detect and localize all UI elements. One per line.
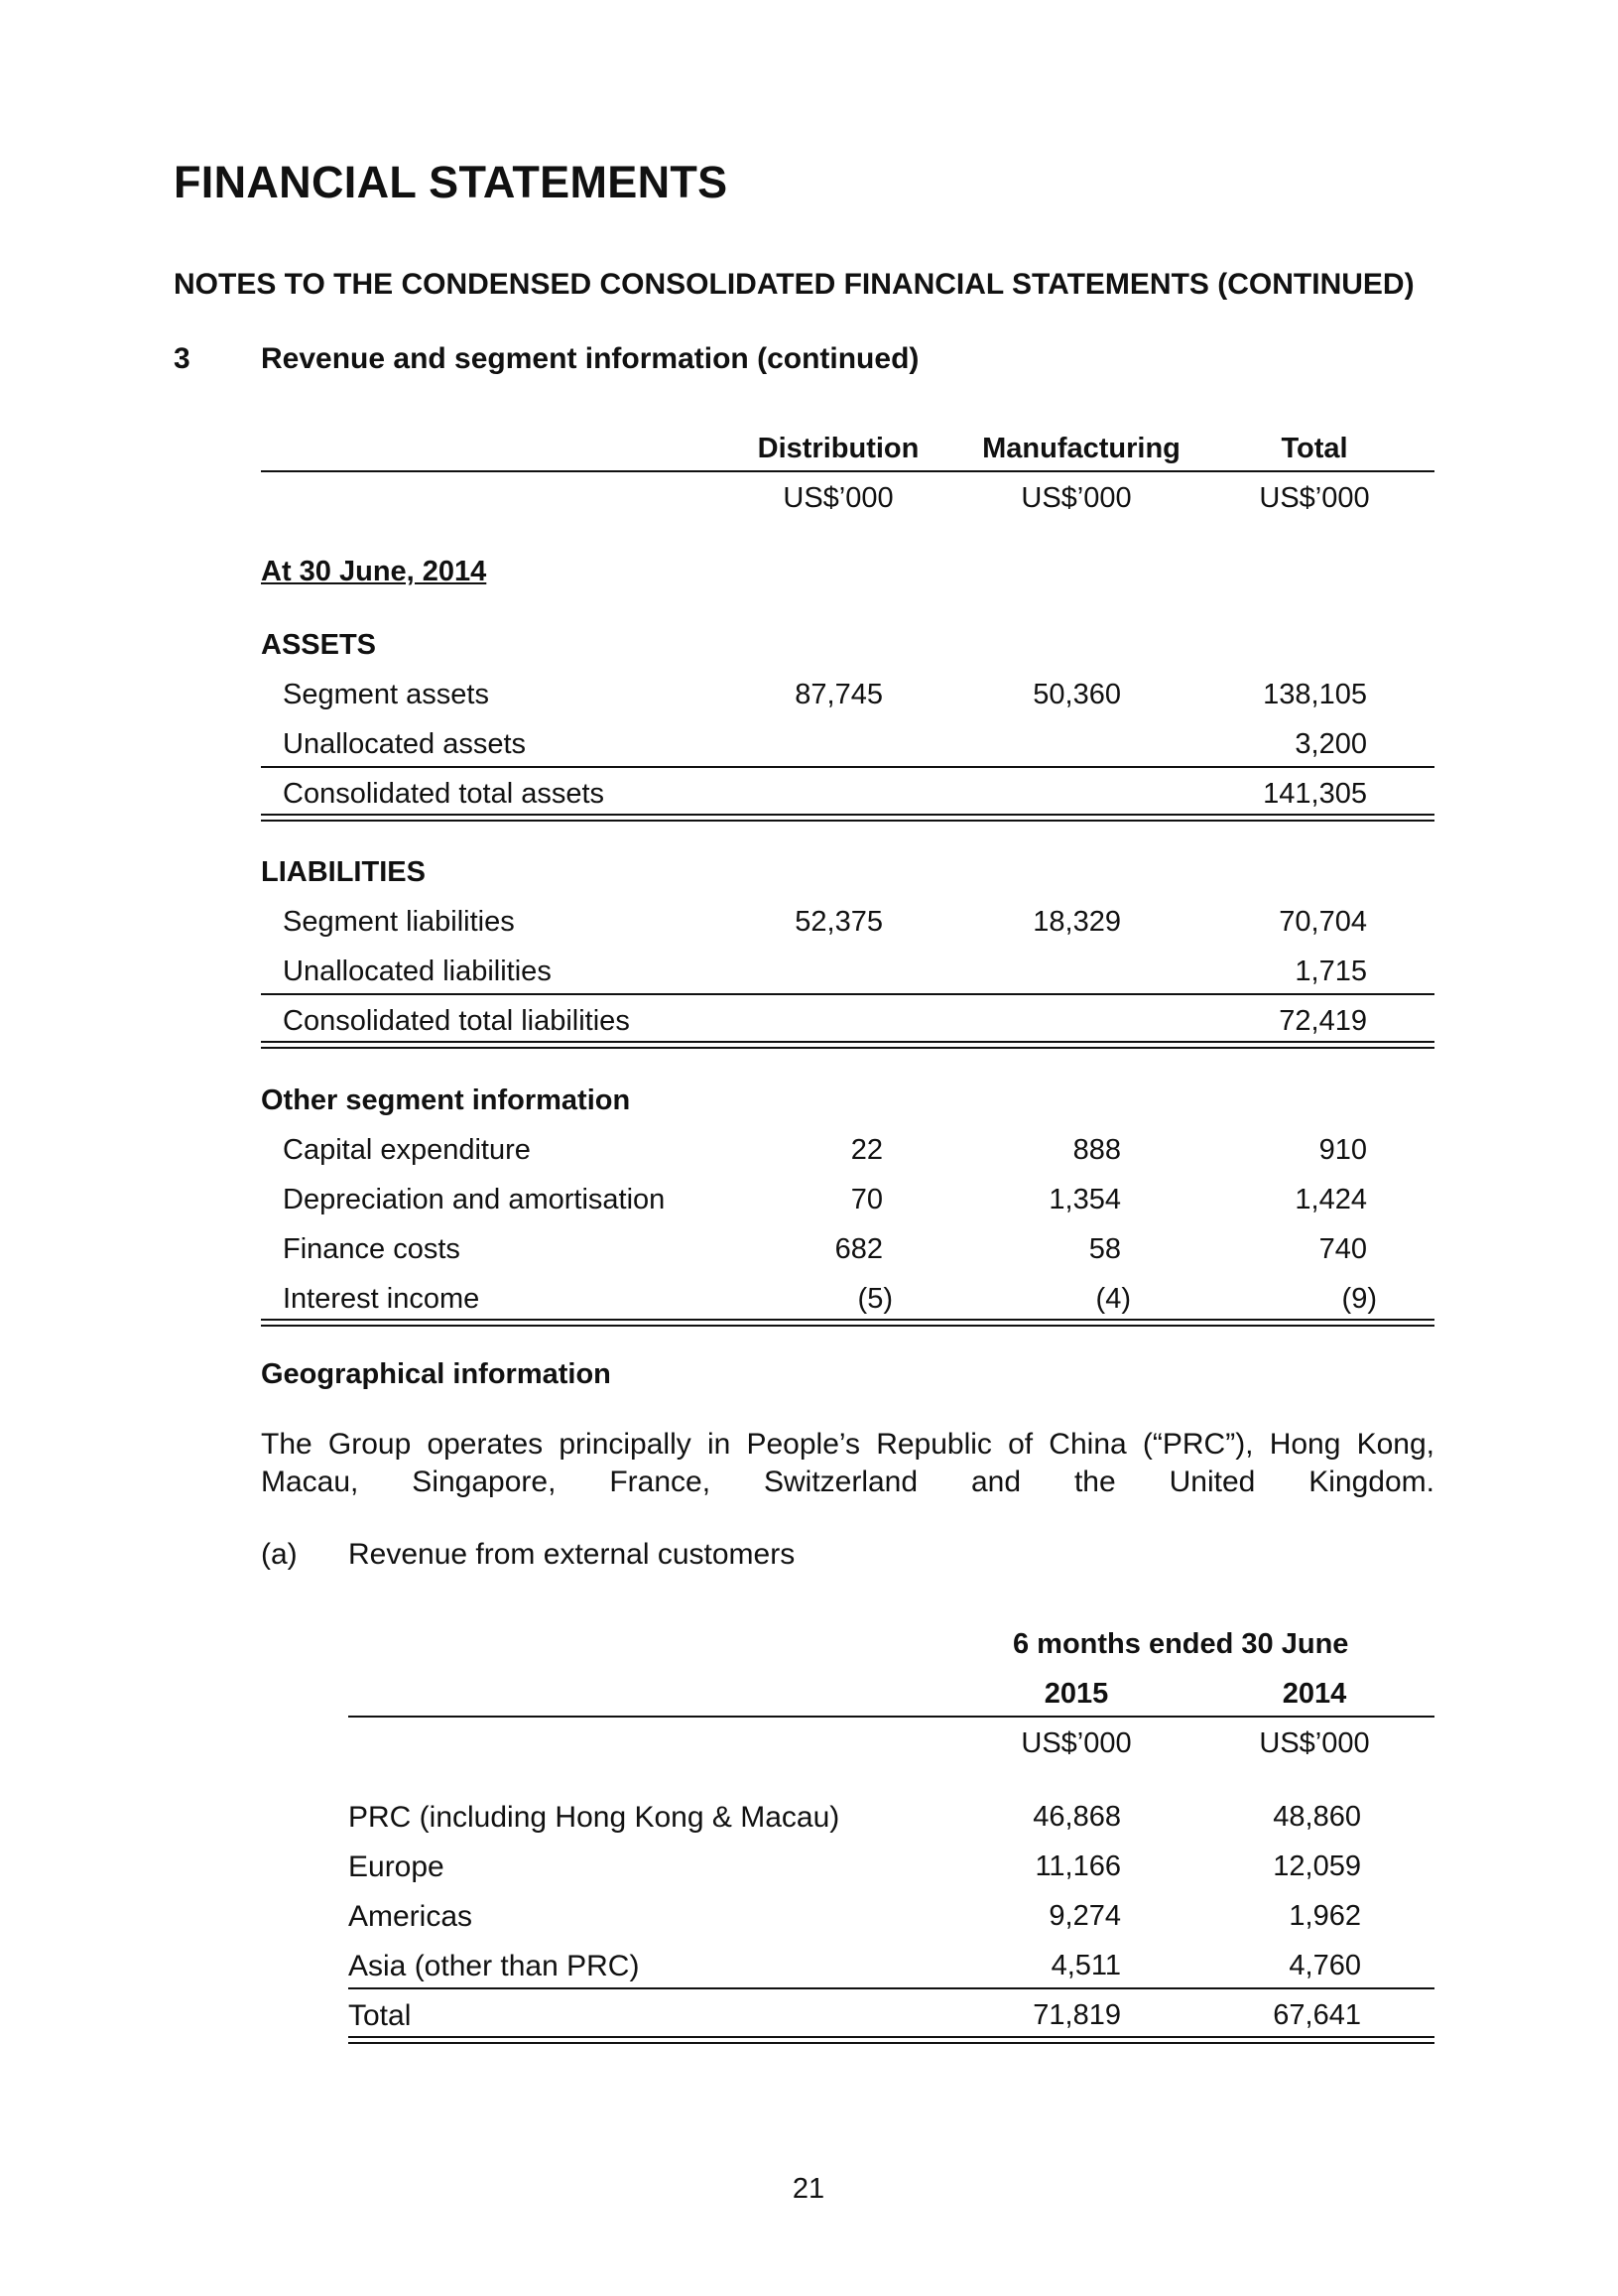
cell-distribution: 87,745 (795, 679, 883, 710)
row-label: Unallocated assets (283, 728, 527, 760)
col-unit-distribution: US$’000 (783, 482, 894, 514)
cell-2014: 48,860 (1273, 1801, 1361, 1833)
section-number: 3 (174, 342, 190, 375)
cell-distribution: 70 (850, 1184, 883, 1215)
row-label: Europe (348, 1850, 444, 1883)
row-label: PRC (including Hong Kong & Macau) (348, 1801, 840, 1834)
cell-distribution: 22 (850, 1134, 883, 1166)
cell-distribution: (5) (857, 1283, 893, 1315)
col-unit-2014: US$’000 (1259, 1727, 1370, 1759)
col-header-total: Total (1281, 433, 1348, 464)
col-unit-2015: US$’000 (1021, 1727, 1132, 1759)
geo-paragraph: The Group operates principally in People’s Republic of China (“PRC”), Hong Kong, Macau, Singapore, France, Switzerland and the United Kingdom. (261, 1428, 1434, 1498)
subtotal-rule (348, 1987, 1434, 1989)
row-label: Total (348, 1999, 412, 2032)
cell-total: 3,200 (1295, 728, 1367, 760)
header-rule (348, 1716, 1434, 1718)
row-label: Asia (other than PRC) (348, 1950, 640, 1982)
row-label: Unallocated liabilities (283, 956, 552, 987)
cell-2015: 4,511 (1051, 1950, 1121, 1981)
subtotal-rule (261, 993, 1434, 995)
row-label: Interest income (283, 1283, 480, 1315)
cell-manufacturing: 1,354 (1049, 1184, 1121, 1215)
row-label: Consolidated total liabilities (283, 1005, 630, 1037)
cell-manufacturing: (4) (1095, 1283, 1131, 1315)
cell-total: 141,305 (1263, 778, 1367, 810)
cell-2015: 11,166 (1035, 1850, 1121, 1882)
page-subtitle: NOTES TO THE CONDENSED CONSOLIDATED FINANCIAL STATEMENTS (CONTINUED) (174, 268, 1415, 301)
cell-2015: 71,819 (1033, 1999, 1121, 2031)
period-heading: 6 months ended 30 June (1013, 1628, 1349, 1660)
cell-total: (9) (1341, 1283, 1377, 1315)
cell-total: 740 (1318, 1233, 1367, 1265)
row-label: Consolidated total assets (283, 778, 605, 810)
cell-total: 1,424 (1295, 1184, 1367, 1215)
subtotal-rule (261, 766, 1434, 768)
section-title: Revenue and segment information (continued) (261, 342, 920, 375)
period-label: At 30 June, 2014 (261, 556, 487, 587)
page-title: FINANCIAL STATEMENTS (174, 157, 728, 207)
total-double-rule (261, 814, 1434, 822)
row-label: Capital expenditure (283, 1134, 531, 1166)
cell-2014: 4,760 (1289, 1950, 1361, 1981)
row-label: Segment assets (283, 679, 489, 710)
col-header-distribution: Distribution (757, 433, 920, 464)
liabilities-heading: LIABILITIES (261, 856, 426, 888)
row-label: Depreciation and amortisation (283, 1184, 666, 1215)
cell-2014: 67,641 (1273, 1999, 1361, 2031)
sub-label: (a) (261, 1538, 298, 1571)
total-double-rule (261, 1041, 1434, 1049)
total-double-rule (348, 2036, 1434, 2044)
cell-total: 1,715 (1295, 956, 1367, 987)
row-label: Finance costs (283, 1233, 460, 1265)
cell-manufacturing: 50,360 (1033, 679, 1121, 710)
col-unit-manufacturing: US$’000 (1021, 482, 1132, 514)
col-header-2014: 2014 (1282, 1678, 1347, 1710)
cell-2014: 1,962 (1289, 1900, 1361, 1932)
cell-2015: 9,274 (1049, 1900, 1121, 1932)
total-double-rule (261, 1319, 1434, 1327)
cell-total: 72,419 (1279, 1005, 1367, 1037)
cell-manufacturing: 58 (1088, 1233, 1121, 1265)
cell-distribution: 52,375 (795, 906, 883, 938)
cell-manufacturing: 18,329 (1033, 906, 1121, 938)
cell-total: 910 (1318, 1134, 1367, 1166)
cell-total: 138,105 (1263, 679, 1367, 710)
geo-heading: Geographical information (261, 1358, 611, 1390)
cell-distribution: 682 (834, 1233, 883, 1265)
cell-manufacturing: 888 (1072, 1134, 1121, 1166)
col-unit-total: US$’000 (1259, 482, 1370, 514)
row-label: Segment liabilities (283, 906, 515, 938)
col-header-2015: 2015 (1044, 1678, 1109, 1710)
cell-total: 70,704 (1279, 906, 1367, 938)
row-label: Americas (348, 1900, 473, 1933)
cell-2015: 46,868 (1033, 1801, 1121, 1833)
cell-2014: 12,059 (1273, 1850, 1361, 1882)
assets-heading: ASSETS (261, 629, 377, 661)
col-header-manufacturing: Manufacturing (982, 433, 1181, 464)
page-number: 21 (792, 2173, 825, 2205)
other-heading: Other segment information (261, 1084, 631, 1116)
sub-title: Revenue from external customers (348, 1538, 796, 1571)
header-rule (261, 470, 1434, 472)
